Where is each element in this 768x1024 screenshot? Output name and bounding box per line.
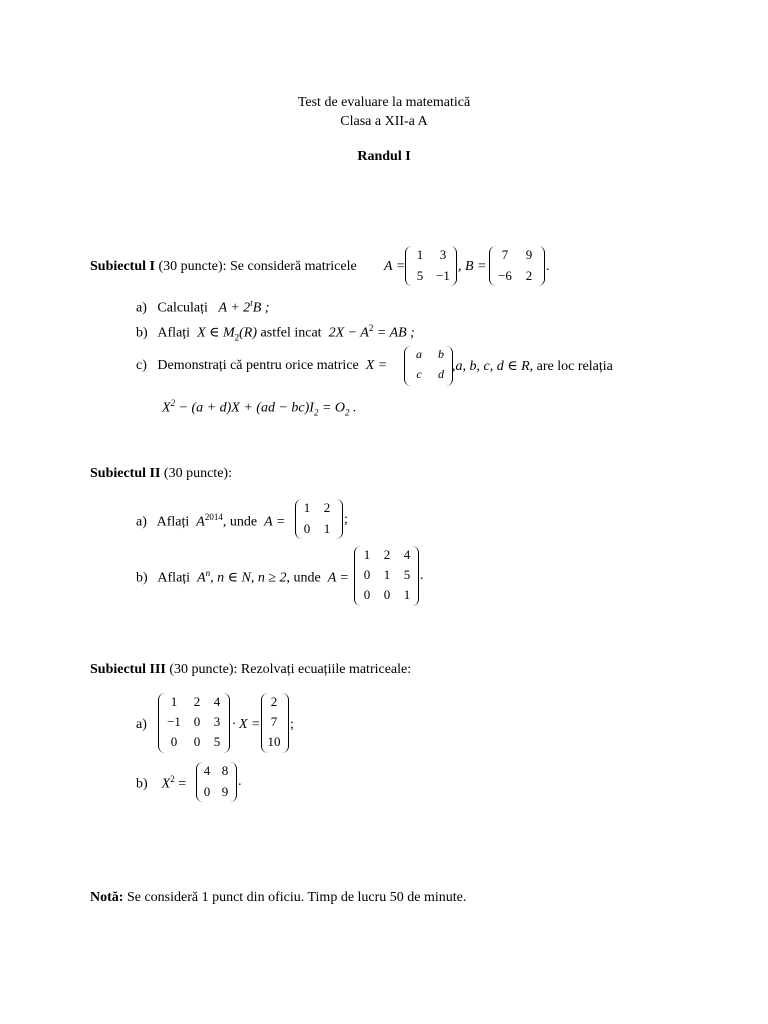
cell: 1	[383, 567, 391, 582]
cell: 4	[203, 763, 211, 778]
cell: 0	[303, 521, 311, 536]
math-sub: 2	[345, 407, 350, 418]
test-title: Test de evaluare la matematică	[297, 95, 471, 110]
cell: 1	[323, 521, 331, 536]
math: = O	[318, 400, 345, 416]
s2-a-rparen	[336, 499, 343, 539]
cell: 2	[270, 694, 278, 709]
math: ,a, b, c, d ∈ R	[452, 359, 530, 374]
cell: 0	[363, 567, 371, 582]
s3-a-rparen	[223, 693, 230, 753]
variant-label: Randul I	[357, 149, 411, 164]
cell: 0	[193, 734, 201, 749]
math-sub: 2	[234, 332, 240, 343]
cell: 0	[170, 734, 178, 749]
s2-item-b	[136, 568, 349, 587]
math: A	[196, 514, 205, 530]
s1-A-rparen	[450, 246, 457, 286]
item-text: Aflați	[157, 325, 191, 341]
cell: 0	[193, 714, 201, 729]
cell: 1	[303, 500, 311, 515]
math: (R)	[239, 325, 258, 341]
s2-b-rparen	[412, 546, 419, 606]
s2-b-end: .	[420, 568, 424, 583]
math-sup: 2014	[204, 512, 223, 522]
s1-B-matrix	[492, 247, 540, 284]
cell: 2	[323, 500, 331, 515]
math: X	[161, 776, 171, 792]
cell: 2	[525, 268, 533, 283]
s3-a-matrix	[161, 694, 227, 750]
math-sup: t	[250, 298, 253, 308]
s1-A-matrix	[409, 247, 455, 284]
s2-heading: Subiectul II	[90, 466, 161, 481]
cell: b	[438, 347, 444, 361]
item-text: Demonstrați că pentru orice matrice	[157, 358, 359, 373]
math: X =	[365, 358, 388, 373]
s3-a-label: a)	[136, 717, 147, 732]
cell: 2	[383, 547, 391, 562]
s3-a-v-rparen	[282, 693, 289, 753]
math: B ;	[252, 300, 270, 316]
math: =	[174, 776, 187, 792]
item-label: b)	[136, 776, 148, 792]
cell: 0	[383, 587, 391, 602]
cell: 1	[363, 547, 371, 562]
s1-line	[90, 259, 357, 275]
cell: 10	[267, 734, 281, 749]
s2-item-a	[136, 512, 285, 531]
item-text: Calculați	[157, 300, 208, 316]
s3-a-dotx: · X =	[232, 717, 261, 732]
math-sup: 2	[170, 774, 175, 784]
s1-a-label: A =	[384, 259, 406, 274]
item-label: b)	[136, 570, 148, 586]
cell: d	[438, 367, 444, 381]
cell: 0	[203, 784, 211, 799]
s3-b-end: .	[238, 774, 242, 789]
cell: 8	[221, 763, 229, 778]
cell: 5	[403, 567, 411, 582]
cell: 4	[403, 547, 411, 562]
class-label: Clasa a XII-a A	[340, 114, 428, 129]
math: = AB ;	[373, 325, 415, 341]
math: X ∈ M	[197, 325, 235, 341]
math-sup: n	[205, 568, 211, 578]
math: A =	[264, 514, 286, 530]
cell: 5	[213, 734, 221, 749]
math-sub: 2	[313, 407, 319, 418]
s1-points: (30 puncte): Se consideră matricele	[158, 259, 357, 274]
s1-item-c	[136, 358, 387, 374]
s2-line	[90, 466, 232, 482]
s3-heading: Subiectul III	[90, 662, 166, 677]
s3-b-rparen	[230, 762, 237, 802]
cell: a	[416, 347, 422, 361]
math: 2X − A	[328, 325, 369, 341]
cell: 2	[193, 694, 201, 709]
s1-heading: Subiectul I	[90, 259, 155, 274]
s2-a-end: ;	[344, 512, 348, 527]
cell: 7	[270, 714, 278, 729]
s1-c-cond-line	[452, 358, 613, 375]
item-label: b)	[136, 325, 148, 341]
s3-a-vector	[264, 694, 284, 750]
s3-a-end: ;	[290, 717, 294, 732]
cell: 5	[416, 268, 424, 283]
s1-B-rparen	[538, 246, 545, 286]
cell: −1	[167, 714, 181, 729]
cell: c	[416, 367, 422, 381]
math: , n ∈ N, n ≥ 2	[210, 570, 287, 586]
item-label: a)	[136, 514, 147, 530]
s1-item-b	[136, 323, 415, 342]
math: − (a + d)X + (ad − bc)I	[175, 400, 314, 416]
s1-c-formula	[162, 398, 357, 417]
item-text: , unde	[222, 514, 258, 530]
cell: 1	[170, 694, 178, 709]
math: A =	[327, 570, 349, 586]
note-label: Notă:	[90, 890, 124, 905]
s1-item-a	[136, 298, 269, 317]
note	[90, 890, 466, 906]
cell: 1	[416, 247, 424, 262]
cell: 3	[439, 247, 447, 262]
item-text: astfel incat	[260, 325, 322, 341]
cell: 7	[501, 247, 509, 262]
s3-item-b	[136, 774, 186, 793]
item-text: , unde	[286, 570, 321, 586]
item-text: Aflați	[156, 514, 190, 530]
item-label: c)	[136, 358, 147, 373]
cell: 9	[525, 247, 533, 262]
cell: −6	[498, 268, 512, 283]
s2-b-matrix	[357, 547, 417, 603]
math-sup: 2	[368, 323, 374, 333]
cell: −1	[436, 268, 450, 283]
item-text: , are loc relația	[529, 359, 613, 374]
s2-a-matrix	[298, 500, 338, 537]
s1-dot: .	[546, 259, 550, 274]
s3-points: (30 puncte): Rezolvați ecuațiile matriceale:	[169, 662, 412, 677]
cell: 3	[213, 714, 221, 729]
math: X	[162, 400, 171, 416]
cell: 4	[213, 694, 221, 709]
item-text: Aflați	[157, 570, 191, 586]
s2-points: (30 puncte):	[163, 466, 232, 481]
cell: 1	[403, 587, 411, 602]
math: .	[349, 400, 357, 416]
math-sup: 2	[170, 398, 176, 408]
note-text: Se consideră 1 punct din oficiu. Timp de lucru 50 de minute.	[123, 890, 467, 905]
item-label: a)	[136, 300, 147, 316]
cell: 0	[363, 587, 371, 602]
s3-line	[90, 662, 411, 678]
cell: 9	[221, 784, 229, 799]
math: A	[197, 570, 206, 586]
s1-b-label: , B =	[458, 259, 487, 274]
math: A + 2	[218, 300, 251, 316]
